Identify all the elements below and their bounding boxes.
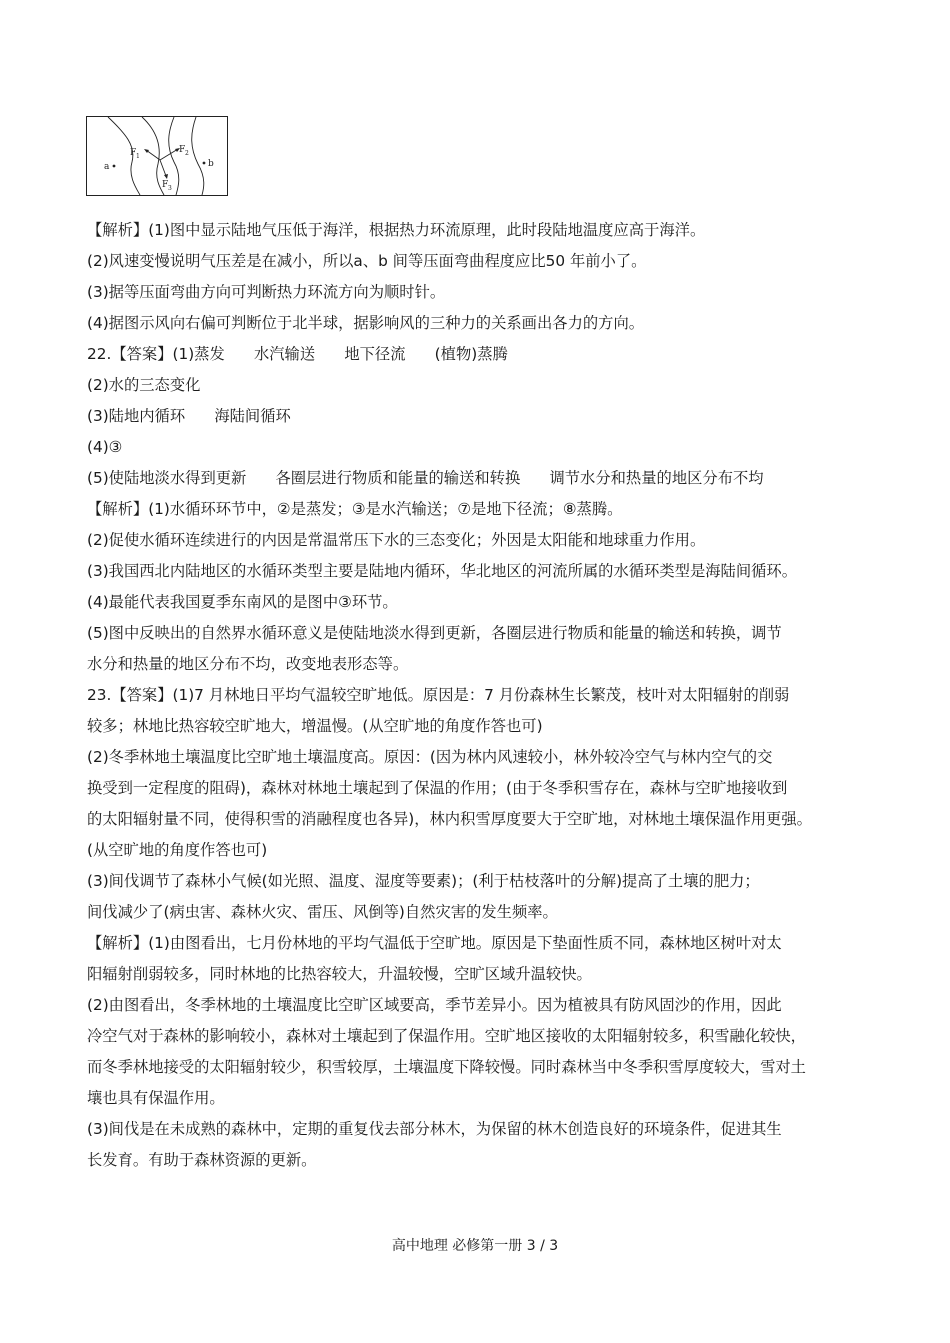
text-line: 水分和热量的地区分布不均，改变地表形态等。	[87, 655, 409, 673]
text-line: (2)促使水循环连续进行的内因是常温常压下水的三态变化；外因是太阳能和地球重力作用。	[87, 531, 706, 549]
text-line: 冷空气对于森林的影响较小，森林对土壤起到了保温作用。空旷地区接收的太阳辐射较多，积雪融化较快，	[87, 1027, 806, 1045]
text-line: 【解析】(1)水循环环节中，②是蒸发；③是水汽输送；⑦是地下径流；⑧蒸腾。	[87, 500, 623, 518]
text-line: 壤也具有保温作用。	[87, 1089, 225, 1107]
text-line: 22.【答案】(1)蒸发 水汽输送 地下径流 (植物)蒸腾	[87, 345, 508, 363]
label-a: a	[104, 162, 110, 172]
point-a	[113, 165, 116, 168]
text-line: (2)由图看出，冬季林地的土壤温度比空旷区域要高，季节差异小。因为植被具有防风固沙的作用，因此	[87, 996, 782, 1014]
text-line: (4)据图示风向右偏可判断位于北半球，据影响风的三种力的关系画出各力的方向。	[87, 314, 645, 332]
text-line: (4)最能代表我国夏季东南风的是图中③环节。	[87, 593, 398, 611]
label-f3-sub: 3	[168, 185, 172, 192]
text-line: 换受到一定程度的阻碍)，森林对林地土壤起到了保温的作用；(由于冬季积雪存在，森林与空旷地接收到	[87, 779, 788, 797]
text-line: 【解析】(1)由图看出，七月份林地的平均气温低于空旷地。原因是下垫面性质不同，森林地区树叶对太	[87, 934, 782, 952]
text-line: (2)冬季林地土壤温度比空旷地土壤温度高。原因：(因为林内风速较小，林外较冷空气与林内空气的交	[87, 748, 773, 766]
label-f2-sub: 2	[185, 150, 189, 157]
point-b	[203, 162, 206, 165]
text-line: 23.【答案】(1)7 月林地日平均气温较空旷地低。原因是：7 月份森林生长繁茂，枝叶对太阳辐射的削弱	[87, 686, 790, 704]
text-line: (3)我国西北内陆地区的水循环类型主要是陆地内循环，华北地区的河流所属的水循环类型是海陆间循环。	[87, 562, 798, 580]
text-line: (3)陆地内循环 海陆间循环	[87, 407, 291, 425]
isobar-force-diagram	[86, 116, 228, 196]
text-line: (5)使陆地淡水得到更新 各圈层进行物质和能量的输送和转换 调节水分和热量的地区分布不均	[87, 469, 764, 487]
text-line: 长发育。有助于森林资源的更新。	[87, 1151, 317, 1169]
diagram-frame	[87, 117, 228, 196]
text-line: (从空旷地的角度作答也可)	[87, 841, 268, 859]
text-line: (4)③	[87, 438, 123, 456]
label-f1: F	[130, 148, 137, 158]
page-footer: 高中地理 必修第一册 3 / 3	[391, 1238, 559, 1254]
text-line: (3)据等压面弯曲方向可判断热力环流方向为顺时针。	[87, 283, 446, 301]
text-line: (2)风速变慢说明气压差是在减小，所以a、b 间等压面弯曲程度应比50 年前小了。	[87, 252, 647, 270]
text-line: 较多；林地比热容较空旷地大，增温慢。(从空旷地的角度作答也可)	[87, 717, 543, 735]
text-line: 阳辐射削弱较多，同时林地的比热容较大，升温较慢，空旷区域升温较快。	[87, 965, 592, 983]
text-line: 而冬季林地接受的太阳辐射较少，积雪较厚，土壤温度下降较慢。同时森林当中冬季积雪厚度较大，雪对土	[87, 1058, 806, 1076]
text-line: (3)间伐调节了森林小气候(如光照、温度、湿度等要素)；(利于枯枝落叶的分解)提高了土壤的肥力；	[87, 872, 760, 890]
text-line: (2)水的三态变化	[87, 376, 201, 394]
label-f3: F	[162, 180, 169, 190]
isobar-diagram-svg	[86, 116, 228, 196]
text-line: (5)图中反映出的自然界水循环意义是使陆地淡水得到更新，各圈层进行物质和能量的输送和转换，调节	[87, 624, 782, 642]
text-line: (3)间伐是在未成熟的森林中，定期的重复伐去部分林木，为保留的林木创造良好的环境条件，促进其生	[87, 1120, 782, 1138]
text-line: 【解析】(1)图中显示陆地气压低于海洋，根据热力环流原理，此时段陆地温度应高于海洋。	[87, 221, 706, 239]
label-b: b	[208, 159, 214, 169]
label-f2: F	[179, 145, 186, 155]
text-line: 间伐减少了(病虫害、森林火灾、雷压、风倒等)自然灾害的发生频率。	[87, 903, 558, 921]
label-f1-sub: 1	[136, 153, 140, 160]
text-line: 的太阳辐射量不同，使得积雪的消融程度也各异)，林内积雪厚度要大于空旷地，对林地土壤保温作用更强。	[87, 810, 812, 828]
answer-content	[87, 215, 877, 1176]
